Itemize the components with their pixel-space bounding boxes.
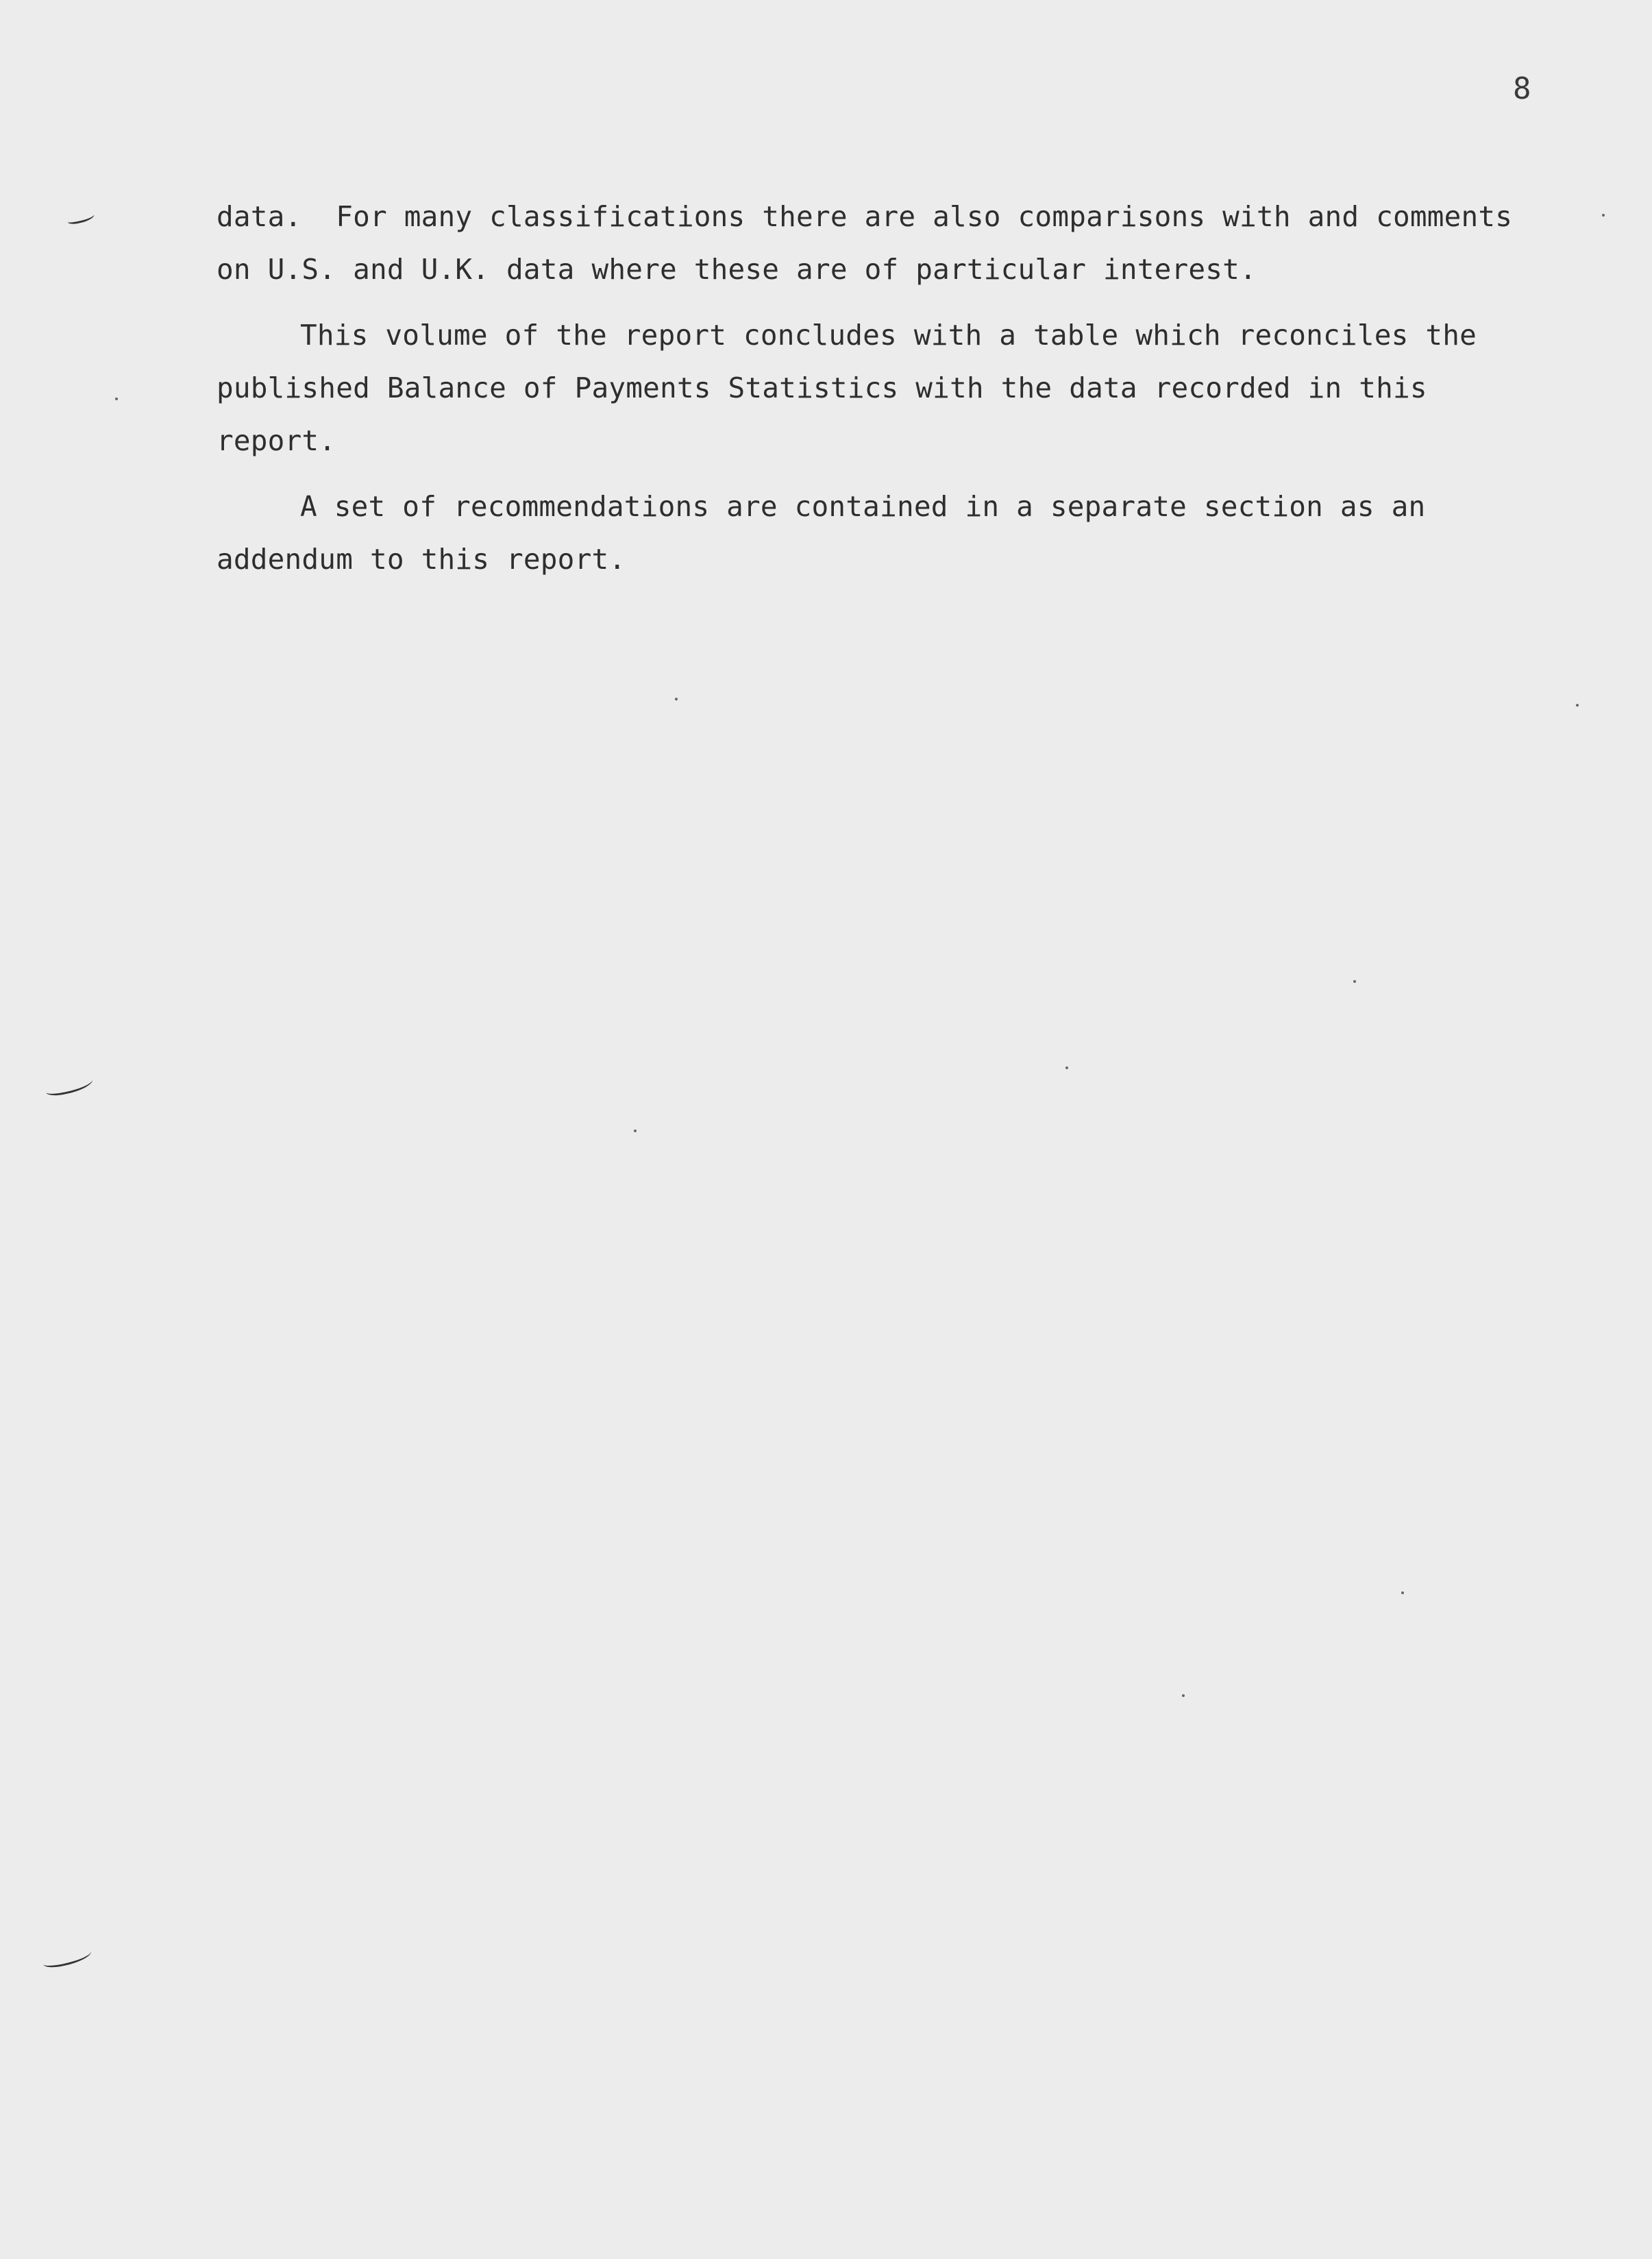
- dust-speck: [115, 398, 118, 400]
- text-line: data. For many classifications there are also comparisons with and comments: [217, 200, 1513, 233]
- text-line: This volume of the report concludes with a table which reconciles the: [300, 319, 1477, 352]
- dust-speck: [1401, 1591, 1404, 1594]
- dust-speck: [1182, 1694, 1185, 1697]
- dust-speck: [1602, 214, 1605, 217]
- page-number: 8: [1513, 71, 1531, 106]
- dust-speck: [1065, 1066, 1068, 1069]
- dust-speck: [675, 698, 678, 700]
- text-line: published Balance of Payments Statistics with the data recorded in this: [217, 371, 1427, 404]
- text-line: A set of recommendations are contained in a separate section as an: [300, 490, 1426, 523]
- margin-pen-mark: [66, 211, 95, 225]
- body-text: [217, 191, 1559, 586]
- dust-speck: [1353, 980, 1356, 983]
- dust-speck: [1576, 704, 1579, 707]
- text-line: addendum to this report.: [217, 543, 626, 576]
- margin-pen-mark: [42, 1946, 93, 1970]
- margin-pen-mark: [45, 1074, 95, 1098]
- dust-speck: [634, 1130, 637, 1132]
- text-line: report.: [217, 424, 336, 457]
- text-line: on U.S. and U.K. data where these are of particular interest.: [217, 253, 1257, 286]
